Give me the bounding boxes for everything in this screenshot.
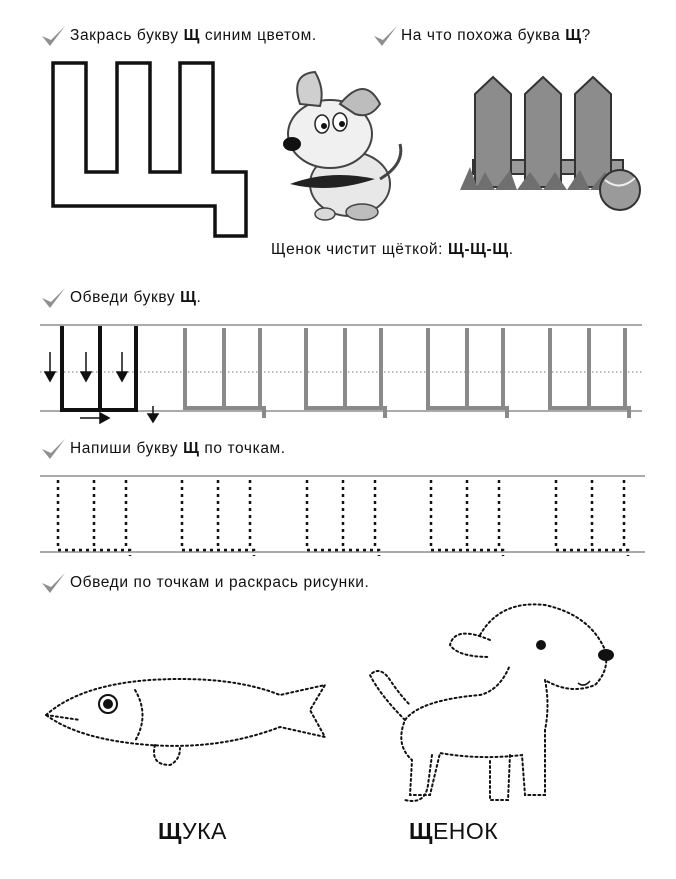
trace-sample-letter xyxy=(62,326,138,410)
puppy-caption: Щенок чистит щёткой: Щ-Щ-Щ. xyxy=(271,241,514,258)
puppy-brushing-illustration xyxy=(270,64,415,234)
instruction-what-looks-like: На что похожа буква Щ? xyxy=(401,27,591,44)
checkmark-icon xyxy=(40,24,66,50)
instruction-trace-pictures: Обведи по точкам и раскрась рисунки. xyxy=(70,574,370,591)
letter-shcha-outline[interactable] xyxy=(50,60,255,240)
gray-trace-letters xyxy=(185,328,629,418)
pike-fish-dotted-outline[interactable] xyxy=(40,665,340,775)
word-pike: ЩУКА xyxy=(158,818,227,844)
checkmark-icon xyxy=(40,437,66,463)
instruction-trace-letter: Обведи букву Щ. xyxy=(70,289,202,306)
checkmark-icon xyxy=(372,24,398,50)
instruction-write-by-dots: Напиши букву Щ по точкам. xyxy=(70,440,286,457)
trace-writing-lines xyxy=(0,318,676,428)
checkmark-icon xyxy=(40,286,66,312)
puppy-dotted-outline[interactable] xyxy=(360,595,620,810)
dotted-writing-lines xyxy=(0,470,676,560)
fence-illustration xyxy=(455,72,645,217)
word-puppy: ЩЕНОК xyxy=(409,818,499,844)
checkmark-icon xyxy=(40,571,66,597)
instruction-color-letter: Закрась букву Щ синим цветом. xyxy=(70,27,317,44)
dotted-letters xyxy=(58,480,628,556)
